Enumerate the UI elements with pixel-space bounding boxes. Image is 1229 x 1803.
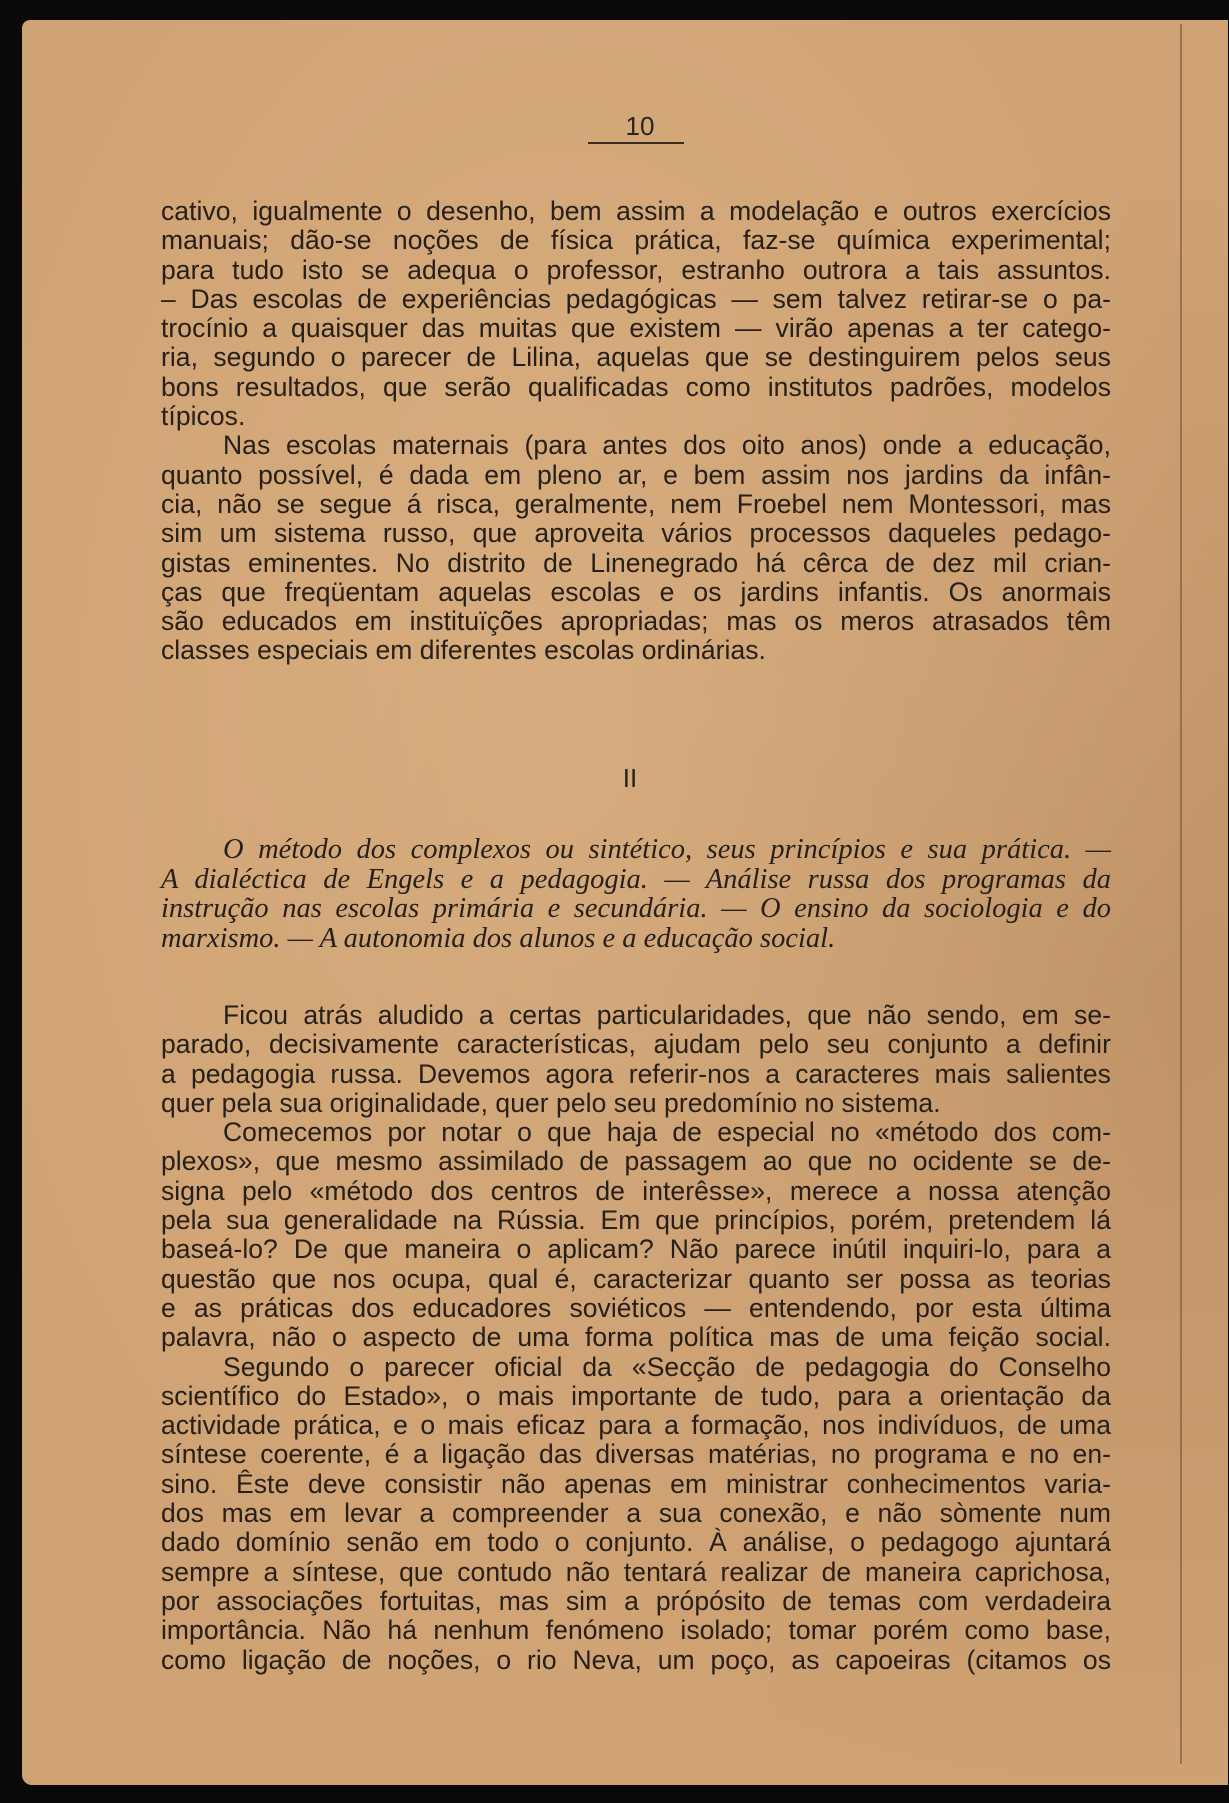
text-line: pela sua generalidade na Rússia. Em que princípios, porém, pretendem lá	[161, 1205, 1111, 1236]
text-line: sempre a síntese, que contudo não tentará realizar de maneira caprichosa,	[161, 1556, 1111, 1587]
text-line: Comecemos por notar o que haja de especial no «método dos com-	[223, 1117, 1111, 1148]
text-line: para tudo isto se adequa o professor, estranho outrora a tais assuntos.	[161, 254, 1111, 285]
text-line: plexos», que mesmo assimilado de passagem ao que no ocidente se de-	[161, 1146, 1111, 1177]
text-line: bons resultados, que serão qualificadas como institutos padrões, modelos	[161, 371, 1111, 402]
text-line: síntese coerente, é a ligação das diversas matérias, no programa e no en-	[161, 1439, 1111, 1470]
summary-line: marxismo. — A autonomia dos alunos e a educação social.	[161, 922, 836, 954]
text-line: palavra, não o aspecto de uma forma política mas de uma feição social.	[161, 1322, 1111, 1353]
summary-line: instrução nas escolas primária e secundária. — O ensino da sociologia e do	[161, 893, 1111, 924]
text-line: típicos.	[161, 401, 246, 432]
text-line: cativo, igualmente o desenho, bem assim a modelação e outros exercícios	[161, 196, 1111, 226]
page-fold-edge	[1180, 24, 1182, 1764]
text-line: cia, não se segue á risca, geralmente, nem Froebel nem Montessori, mas	[161, 488, 1111, 519]
text-line: ria, segundo o parecer de Lilina, aquelas que se destinguirem pelos seus	[161, 342, 1111, 373]
section-summary	[161, 835, 1111, 953]
text-line: manuais; dão-se noções de física prática, faz-se química experimental;	[161, 225, 1111, 256]
text-line: Ficou atrás aludido a certas particularidades, que não sendo, em se-	[223, 1000, 1111, 1030]
text-line: e as práticas dos educadores soviéticos — entendendo, por esta última	[161, 1292, 1111, 1323]
text-line: actividade prática, e o mais eficaz para a formação, nos indivíduos, de uma	[161, 1410, 1111, 1441]
text-line: Nas escolas maternais (para antes dos oito anos) onde a educação,	[223, 430, 1111, 461]
text-line: importância. Não há nenhum fenómeno isolado; tomar porém como base,	[161, 1615, 1111, 1646]
text-line: questão que nos ocupa, qual é, caracterizar quanto ser possa as teorias	[161, 1263, 1111, 1294]
section-heading: II	[622, 763, 638, 793]
text-line: a pedagogia russa. Devemos agora referir-nos a caracteres mais salientes	[161, 1058, 1111, 1089]
text-line: baseá-lo? De que maneira o aplicam? Não parece inútil inquiri-lo, para a	[161, 1234, 1111, 1265]
summary-line: A dialéctica de Engels e a pedagogia. — Análise russa dos programas da	[161, 863, 1111, 895]
text-line: classes especiais em diferentes escolas ordinárias.	[161, 635, 766, 666]
text-line: sim um sistema russo, que aproveita vários processos daqueles pedago-	[161, 518, 1111, 549]
text-line: Segundo o parecer oficial da «Secção de pedagogia do Conselho	[223, 1351, 1111, 1382]
text-line: gistas eminentes. No distrito de Linenegrado há cêrca de dez mil crian-	[161, 547, 1111, 578]
text-line: ças que freqüentam aquelas escolas e os jardins infantis. Os anormais	[161, 576, 1111, 607]
text-line: parado, decisivamente características, ajudam pelo seu conjunto a definir	[161, 1029, 1111, 1060]
text-line: sino. Êste deve consistir não apenas em ministrar conhecimentos varia-	[161, 1468, 1111, 1499]
text-line: scientífico do Estado», o mais importante de tudo, para a orientação da	[161, 1380, 1111, 1411]
text-line: signa pelo «método dos centros de interêsse», merece a nossa atenção	[161, 1175, 1111, 1206]
text-line: – Das escolas de experiências pedagógicas — sem talvez retirar-se o pa-	[161, 283, 1111, 314]
text-line: dos mas em levar a compreender a sua conexão, e não sòmente num	[161, 1498, 1111, 1529]
body-text-after-section	[161, 1001, 1111, 1675]
text-line: trocínio a quaisquer das muitas que existem — virão apenas a ter catego-	[161, 313, 1111, 344]
text-line: são educados em instituïções apropriadas; mas os meros atrasados têm	[161, 606, 1111, 637]
page-number-underline	[588, 142, 684, 144]
text-line: dado domínio senão em todo o conjunto. À análise, o pedagogo ajuntará	[161, 1527, 1111, 1558]
page-number: 10	[625, 111, 655, 141]
text-line: como ligação de noções, o rio Neva, um poço, as capoeiras (citamos os	[161, 1644, 1111, 1675]
text-line: quer pela sua originalidade, quer pelo seu predomínio no sistema.	[161, 1087, 941, 1118]
summary-line: O método dos complexos ou sintético, seus princípios e sua prática. —	[223, 834, 1111, 865]
text-line: por associações fortuitas, mas sim a própósito de temas com verdadeira	[161, 1585, 1111, 1616]
body-text-before-section	[161, 197, 1111, 666]
text-line: quanto possível, é dada em pleno ar, e bem assim nos jardins da infân-	[161, 459, 1111, 490]
